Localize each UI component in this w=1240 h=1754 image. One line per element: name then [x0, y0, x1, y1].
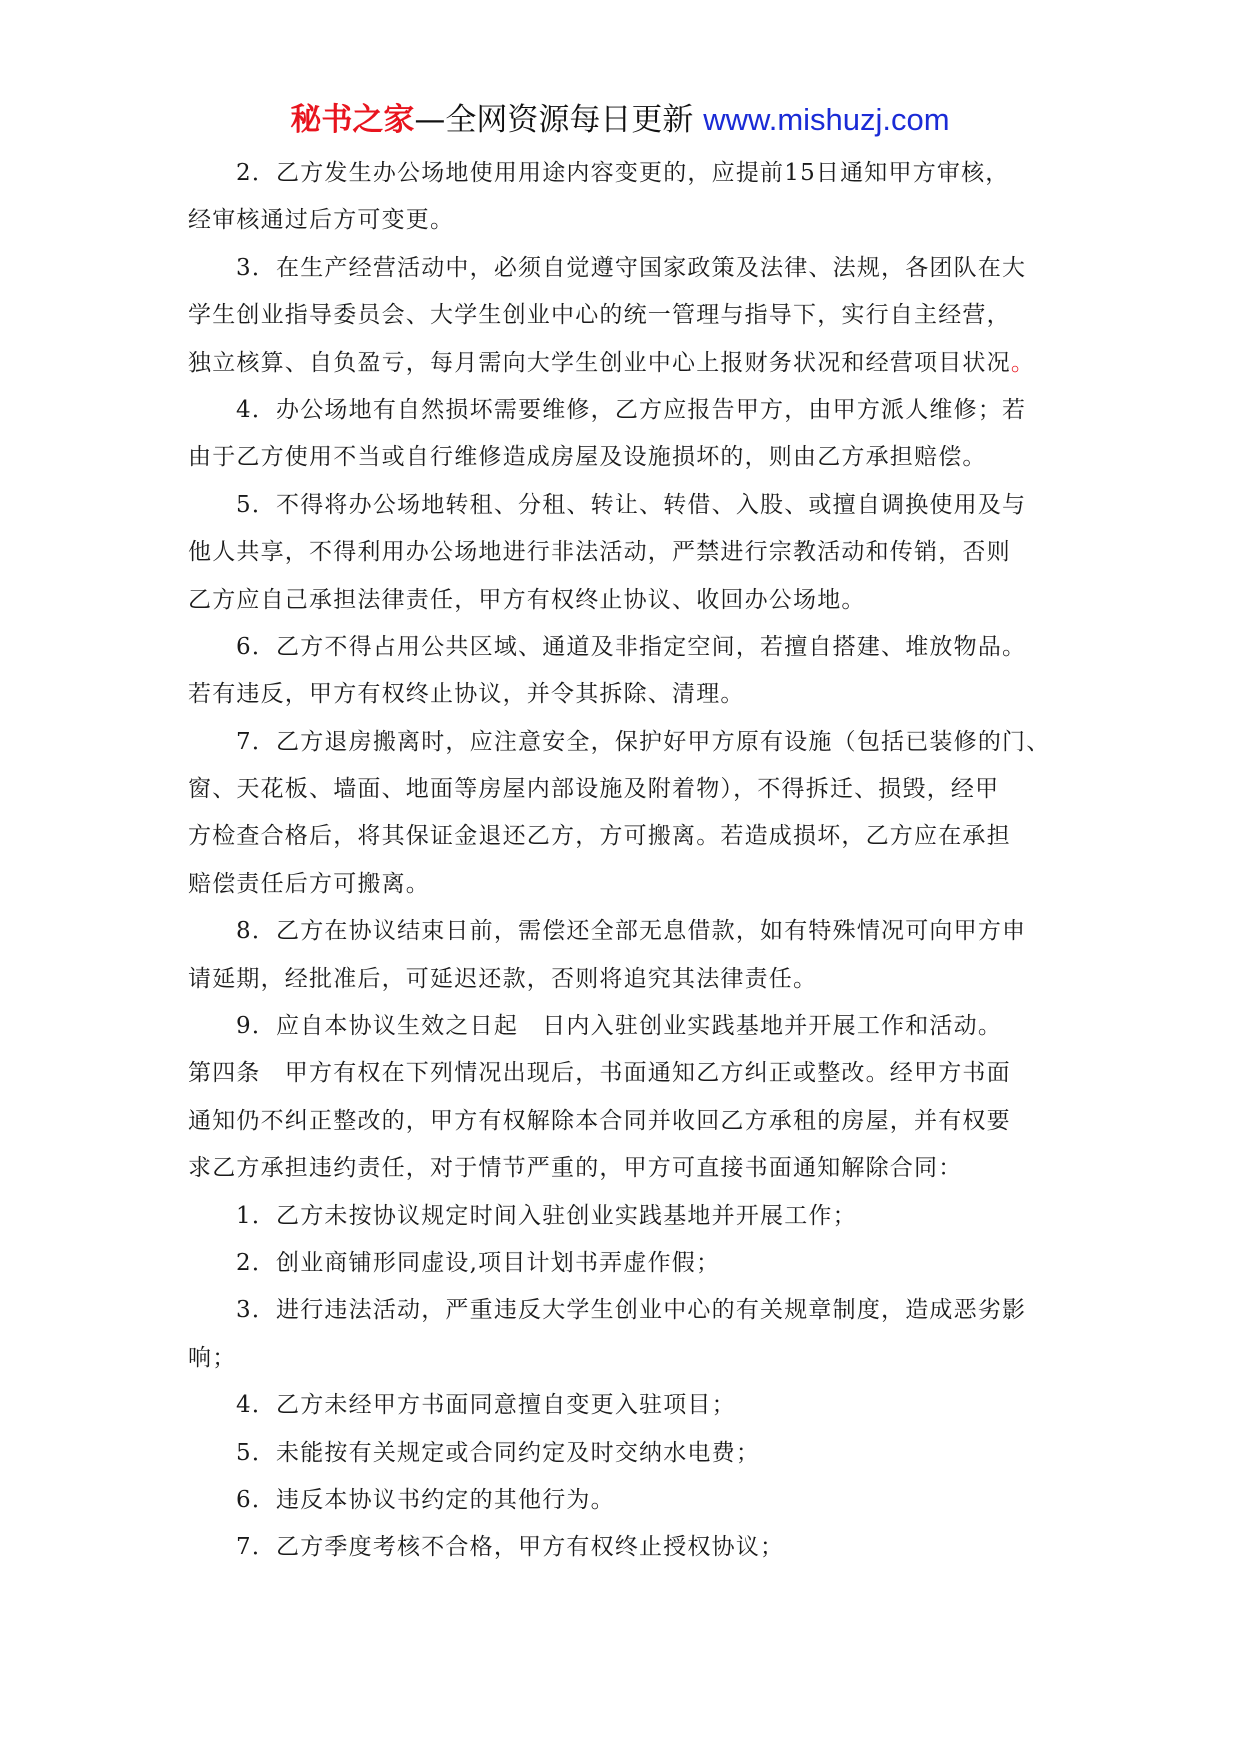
- text-line: [188, 1003, 1078, 1050]
- text-line-content: 响；: [188, 1344, 237, 1371]
- text-line-content: 1．乙方未按协议规定时间入驻创业实践基地并开展工作；: [236, 1202, 857, 1229]
- header-site-link[interactable]: www.mishuzj.com: [703, 102, 950, 137]
- text-line-content: 请延期，经批准后，可延迟还款，否则将追究其法律责任。: [188, 965, 818, 992]
- text-line-content: 他人共享，不得利用办公场地进行非法活动，严禁进行宗教活动和传销，否则: [188, 539, 1011, 566]
- text-line: [188, 813, 1078, 860]
- text-line-tail: 。: [1010, 349, 1036, 376]
- text-line-content: 2．创业商铺形同虚设,项目计划书弄虚作假；: [236, 1249, 721, 1276]
- text-line-content: 方检查合格后，将其保证金退还乙方，方可搬离。若造成损坏，乙方应在承担: [188, 823, 1011, 850]
- text-line: [188, 861, 1078, 908]
- text-line-content: 通知仍不纠正整改的，甲方有权解除本合同并收回乙方承租的房屋，并有权要: [188, 1107, 1011, 1134]
- text-line-content: 7．乙方退房搬离时，应注意安全，保护好甲方原有设施（包括已装修的门、: [236, 728, 1051, 755]
- text-line: [188, 245, 1078, 292]
- text-line-content: 9．应自本协议生效之日起 日内入驻创业实践基地并开展工作和活动。: [236, 1013, 1003, 1040]
- text-line-content: 4．办公场地有自然损坏需要维修，乙方应报告甲方，由甲方派人维修；若: [236, 396, 1027, 423]
- text-line-content: 学生创业指导委员会、大学生创业中心的统一管理与指导下，实行自主经营，: [188, 302, 1011, 329]
- text-line-content: 第四条 甲方有权在下列情况出现后，书面通知乙方纠正或整改。经甲方书面: [188, 1060, 1011, 1087]
- text-line-content: 若有违反，甲方有权终止协议，并令其拆除、清理。: [188, 681, 745, 708]
- text-line-content: 乙方应自己承担法律责任，甲方有权终止协议、收回办公场地。: [188, 586, 866, 613]
- text-line: [188, 766, 1078, 813]
- text-line-content: 3．进行违法活动，严重违反大学生创业中心的有关规章制度，造成恶劣影: [236, 1297, 1027, 1324]
- text-line: [188, 956, 1078, 1003]
- text-line-content: 窗、天花板、墙面、地面等房屋内部设施及附着物），不得拆迁、损毁，经甲: [188, 776, 1000, 803]
- text-line-content: 3．在生产经营活动中，必须自觉遵守国家政策及法律、法规，各团队在大: [236, 254, 1027, 281]
- text-line-content: 经审核通过后方可变更。: [188, 207, 455, 234]
- text-line: [188, 482, 1078, 529]
- text-line: [188, 340, 1078, 387]
- text-line: [188, 150, 1078, 197]
- text-line-content: 赔偿责任后方可搬离。: [188, 870, 430, 897]
- text-line: [188, 1098, 1078, 1145]
- text-line: [188, 1240, 1078, 1287]
- text-line: [188, 1050, 1078, 1097]
- text-line: [188, 1145, 1078, 1192]
- text-line: [188, 387, 1078, 434]
- text-line-content: 求乙方承担违约责任，对于情节严重的，甲方可直接书面通知解除合同：: [188, 1155, 963, 1182]
- text-line: [188, 1193, 1078, 1240]
- text-line: [188, 1430, 1078, 1477]
- text-line-content: 6．违反本协议书约定的其他行为。: [236, 1486, 615, 1513]
- text-line: [188, 529, 1078, 576]
- text-line-content: 4．乙方未经甲方书面同意擅自变更入驻项目；: [236, 1392, 736, 1419]
- text-line: [188, 671, 1078, 718]
- text-line: [188, 719, 1078, 766]
- document-body: [188, 150, 1078, 1572]
- text-line: [188, 434, 1078, 481]
- text-line: [188, 1382, 1078, 1429]
- text-line-content: 6．乙方不得占用公共区域、通道及非指定空间，若擅自搭建、堆放物品。: [236, 633, 1027, 660]
- text-line-content: 5．不得将办公场地转租、分租、转让、转借、入股、或擅自调换使用及与: [236, 491, 1027, 518]
- text-line: [188, 197, 1078, 244]
- text-line-content: 5．未能按有关规定或合同约定及时交纳水电费；: [236, 1439, 761, 1466]
- header-slogan: —全网资源每日更新: [414, 102, 694, 138]
- text-line-content: 2．乙方发生办公场地使用用途内容变更的，应提前15日通知甲方审核，: [236, 160, 1010, 186]
- text-line: [188, 1524, 1078, 1571]
- text-line: [188, 1335, 1078, 1382]
- text-line-content: 由于乙方使用不当或自行维修造成房屋及设施损坏的，则由乙方承担赔偿。: [188, 444, 987, 471]
- text-line-content: 8．乙方在协议结束日前，需偿还全部无息借款，如有特殊情况可向甲方申: [236, 918, 1027, 945]
- text-line-content: 7．乙方季度考核不合格，甲方有权终止授权协议；: [236, 1534, 785, 1561]
- text-line: [188, 577, 1078, 624]
- text-line: [188, 292, 1078, 339]
- text-line: [188, 624, 1078, 671]
- text-line: [188, 1477, 1078, 1524]
- text-line-content: 独立核算、自负盈亏，每月需向大学生创业中心上报财务状况和经营项目状况: [188, 349, 1011, 376]
- text-line: [188, 1287, 1078, 1334]
- page-header: [0, 98, 1240, 142]
- header-brand: 秘书之家: [290, 102, 415, 138]
- text-line: [188, 908, 1078, 955]
